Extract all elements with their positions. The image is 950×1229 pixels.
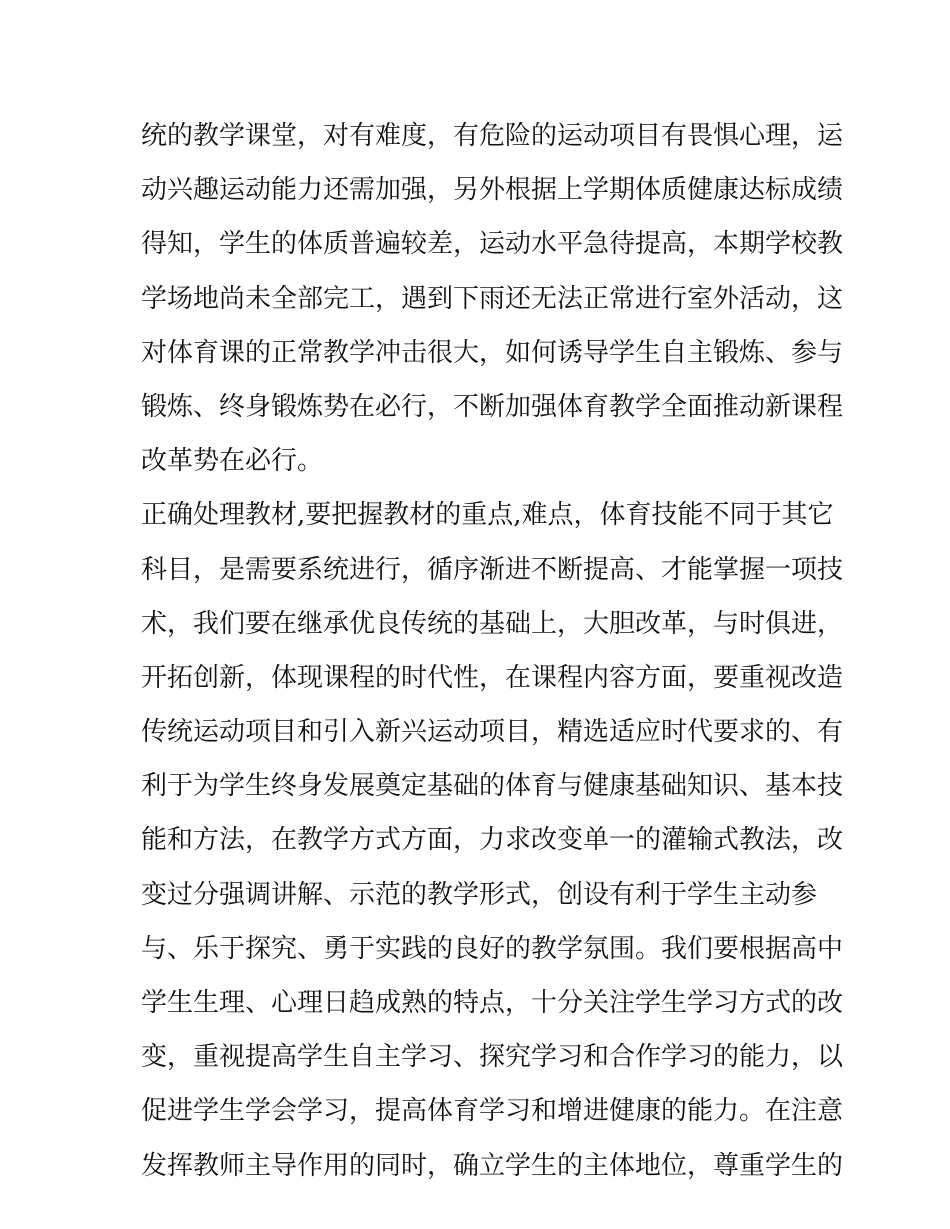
text-line: 学生生理、心理日趋成熟的特点，十分关注学生学习方式的改 [141, 988, 844, 1018]
text-line: 学场地尚未全部完工，遇到下雨还无法正常进行室外活动，这 [141, 283, 844, 314]
text-line: 改革势在必行。 [141, 446, 324, 477]
text-line: 得知，学生的体质普遍较差，运动水平急待提高，本期学校教 [141, 229, 844, 260]
text-line: 锻炼、终身锻炼势在必行，不断加强体育教学全面推动新课程 [141, 391, 844, 422]
text-line: 利于为学生终身发展奠定基础的体育与健康基础知识、基本技 [141, 771, 844, 802]
text-line: 对体育课的正常教学冲击很大，如何诱导学生自主锻炼、参与 [141, 337, 844, 368]
text-line: 变过分强调讲解、示范的教学形式，创设有利于学生主动参 [141, 879, 818, 910]
text-line: 动兴趣运动能力还需加强，另外根据上学期体质健康达标成绩 [141, 175, 844, 206]
body-text [141, 109, 844, 1193]
text-line: 传统运动项目和引入新兴运动项目，精选适应时代要求的、有 [141, 717, 844, 748]
text-line: 正确处理教材,要把握教材的重点,难点，体育技能不同于其它 [141, 500, 834, 531]
text-line: 统的教学课堂，对有难度，有危险的运动项目有畏惧心理，运 [141, 121, 844, 151]
text-line: 开拓创新，体现课程的时代性，在课程内容方面，要重视改造 [141, 662, 844, 693]
text-line: 科目，是需要系统进行，循序渐进不断提高、才能掌握一项技 [141, 554, 844, 585]
text-line: 能和方法，在教学方式方面，力求改变单一的灌输式教法，改 [141, 825, 844, 856]
text-line: 变，重视提高学生自主学习、探究学习和合作学习的能力，以 [141, 1042, 844, 1073]
text-line: 术，我们要在继承优良传统的基础上，大胆改革，与时俱进， [141, 608, 844, 639]
text-line: 发挥教师主导作用的同时，确立学生的主体地位，尊重学生的 [141, 1150, 844, 1181]
text-line: 促进学生学会学习，提高体育学习和增进健康的能力。在注意 [141, 1096, 844, 1127]
text-line: 与、乐于探究、勇于实践的良好的教学氛围。我们要根据高中 [141, 933, 844, 964]
